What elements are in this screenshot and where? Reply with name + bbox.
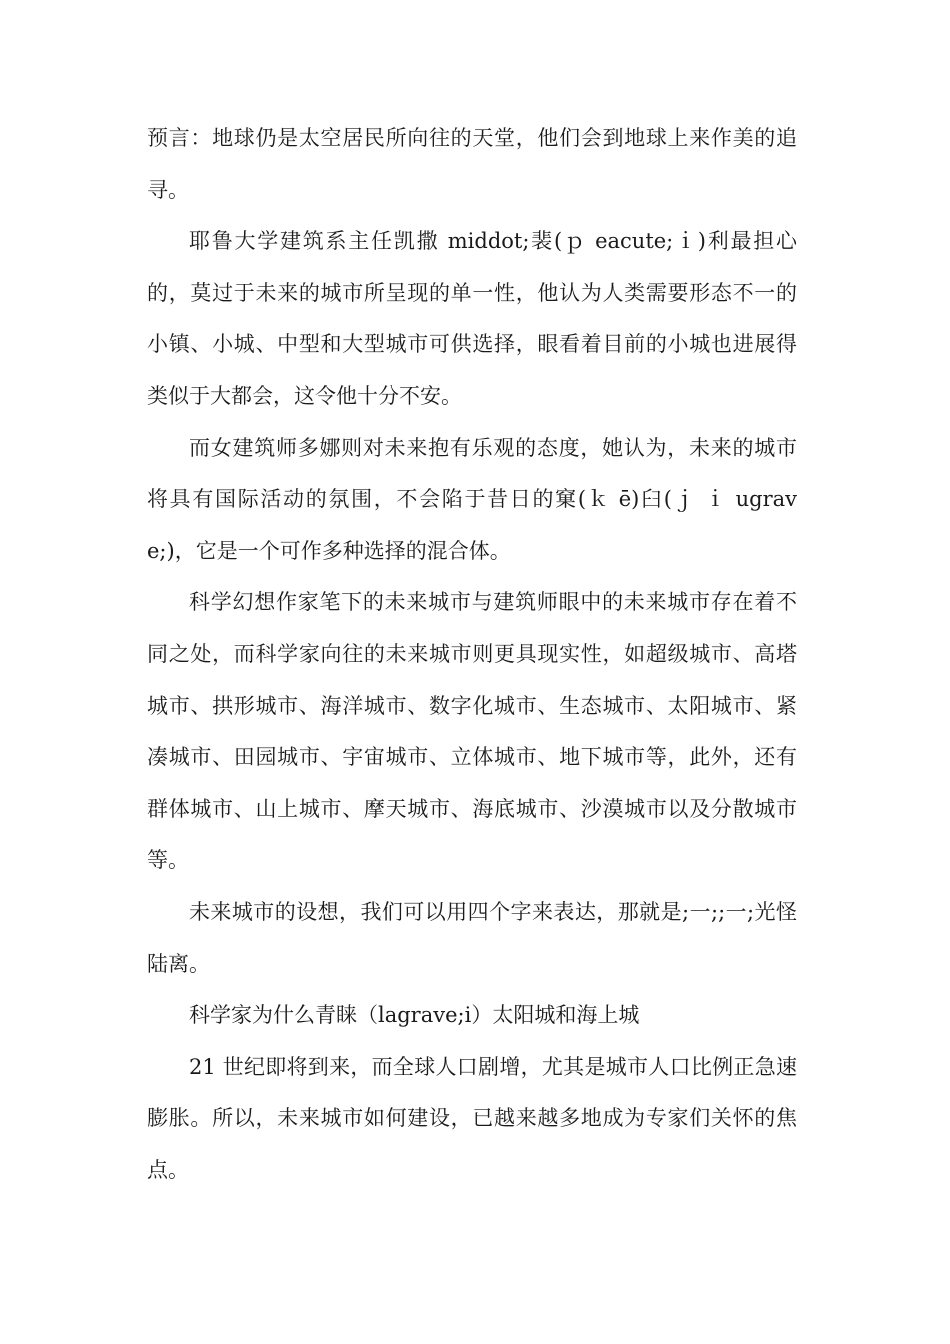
document-body: [147, 113, 797, 1196]
paragraph-2: 耶鲁大学建筑系主任凯撒 middot;裴(ｐ eacute;ｉ)利最担心的，莫过于未来的城市所呈现的单一性，他认为人类需要形态不一的小镇、小城、中型和大型城市可供选择，眼看着目前的小城也进展得类似于大都会，这令他十分不安。: [147, 229, 797, 408]
section-heading: 科学家为什么青睐（lagrave;i）太阳城和海上城: [189, 1003, 640, 1028]
paragraph-5: 未来城市的设想，我们可以用四个字来表达，那就是;一;;一;光怪陆离。: [147, 899, 797, 976]
paragraph-4: 科学幻想作家笔下的未来城市与建筑师眼中的未来城市存在着不同之处，而科学家向往的未来城市则更具现实性，如超级城市、高塔城市、拱形城市、海洋城市、数字化城市、生态城市、太阳城市、紧凑城市、田园城市、宇宙城市、立体城市、地下城市等，此外，还有群体城市、山上城市、摩天城市、海底城市、沙漠城市以及分散城市等。: [147, 590, 797, 873]
paragraph-1: 预言：地球仍是太空居民所向往的天堂，他们会到地球上来作美的追寻。: [147, 126, 797, 202]
paragraph-3: 而女建筑师多娜则对未来抱有乐观的态度，她认为，未来的城市将具有国际活动的氛围，不会陷于昔日的窠(ｋ ē)臼(ｊ ｉ ugrave;)，它是一个可作多种选择的混合体。: [147, 435, 797, 563]
paragraph-6: 21 世纪即将到来，而全球人口剧增，尤其是城市人口比例正急速膨胀。所以，未来城市如何建设，已越来越多地成为专家们关怀的焦点。: [147, 1054, 797, 1182]
